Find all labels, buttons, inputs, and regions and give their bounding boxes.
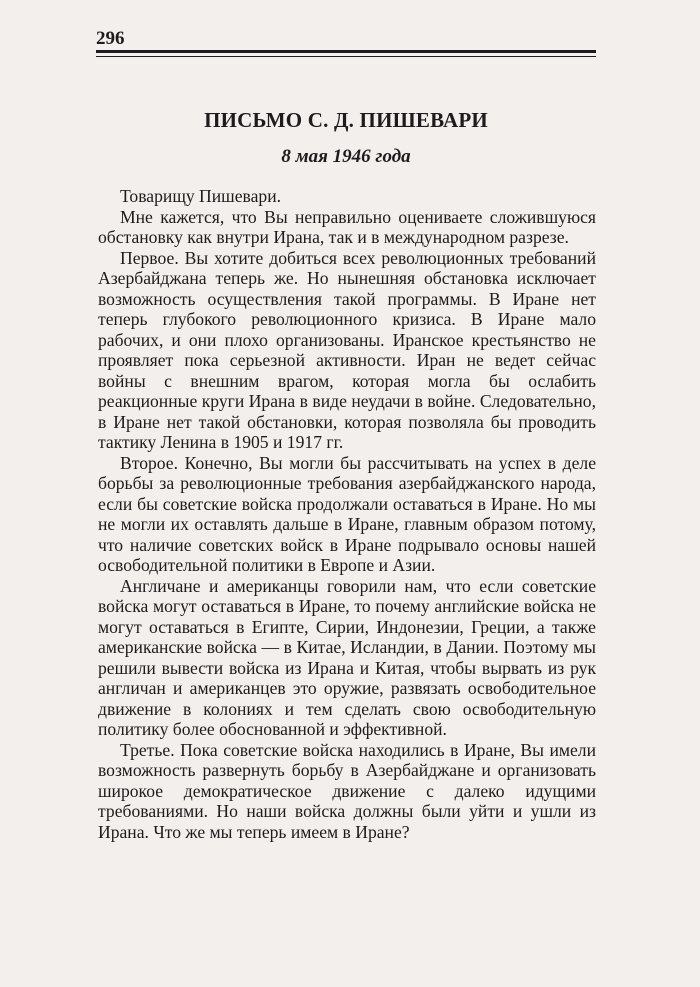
paragraph-first: Первое. Вы хотите добиться всех революционных требований Азербайджана теперь же. Но нынешняя обстановка исключает возможность осуществления такой программы. В Иране нет теперь глубокого революционного кризиса. В Иране мало рабочих, и они плохо организованы. Иранское крестьянство не проявляет пока серьезной активности. Иран не ведет сейчас войны с внешним врагом, которая могла бы ослабить реакционные круги Ирана в виде неудачи в войне. Следовательно, в Иране нет такой обстановки, которая позволяла бы проводить тактику Ленина в 1905 и 1917 гг. xyxy=(98,247,596,452)
paragraph-second: Второе. Конечно, Вы могли бы рассчитывать на успех в деле борьбы за революционные требования азербайджанского народа, если бы советские войска продолжали оставаться в Иране. Но мы не могли их оставлять дальше в Иране, главным образом потому, что наличие советских войск в Иране подрывало основы нашей освободительной политики в Европе и Азии. xyxy=(98,452,596,575)
letter-title: ПИСЬМО С. Д. ПИШЕВАРИ xyxy=(204,108,488,132)
page-number: 296 xyxy=(96,28,125,49)
header-rule-thin xyxy=(96,56,596,57)
letter-body xyxy=(98,186,596,842)
paragraph-intro: Мне кажется, что Вы неправильно оцениваете сложившуюся обстановку как внутри Ирана, так и в международном разрезе. xyxy=(98,206,596,247)
header-rule-thick xyxy=(96,50,596,53)
salutation: Товарищу Пишевари. xyxy=(120,186,282,206)
letter-date: 8 мая 1946 года xyxy=(281,146,411,167)
paragraph-third: Третье. Пока советские войска находились в Иране, Вы имели возможность развернуть борьбу в Азербайджане и организовать широкое демократическое движение с далеко идущими требованиями. Но наши войска должны были уйти и ушли из Ирана. Что же мы теперь имеем в Иране? xyxy=(98,739,596,842)
paragraph-allies: Англичане и американцы говорили нам, что если советские войска могут оставаться в Иране, то почему английские войска не могут оставаться в Египте, Сирии, Индонезии, Греции, а также американские войска — в Китае, Исландии, в Дании. Поэтому мы решили вывести войска из Ирана и Китая, чтобы вырвать из рук англичан и американцев это оружие, развязать освободительное движение в колониях и тем сделать свою освободительную политику более обоснованной и эффективной. xyxy=(98,575,596,739)
